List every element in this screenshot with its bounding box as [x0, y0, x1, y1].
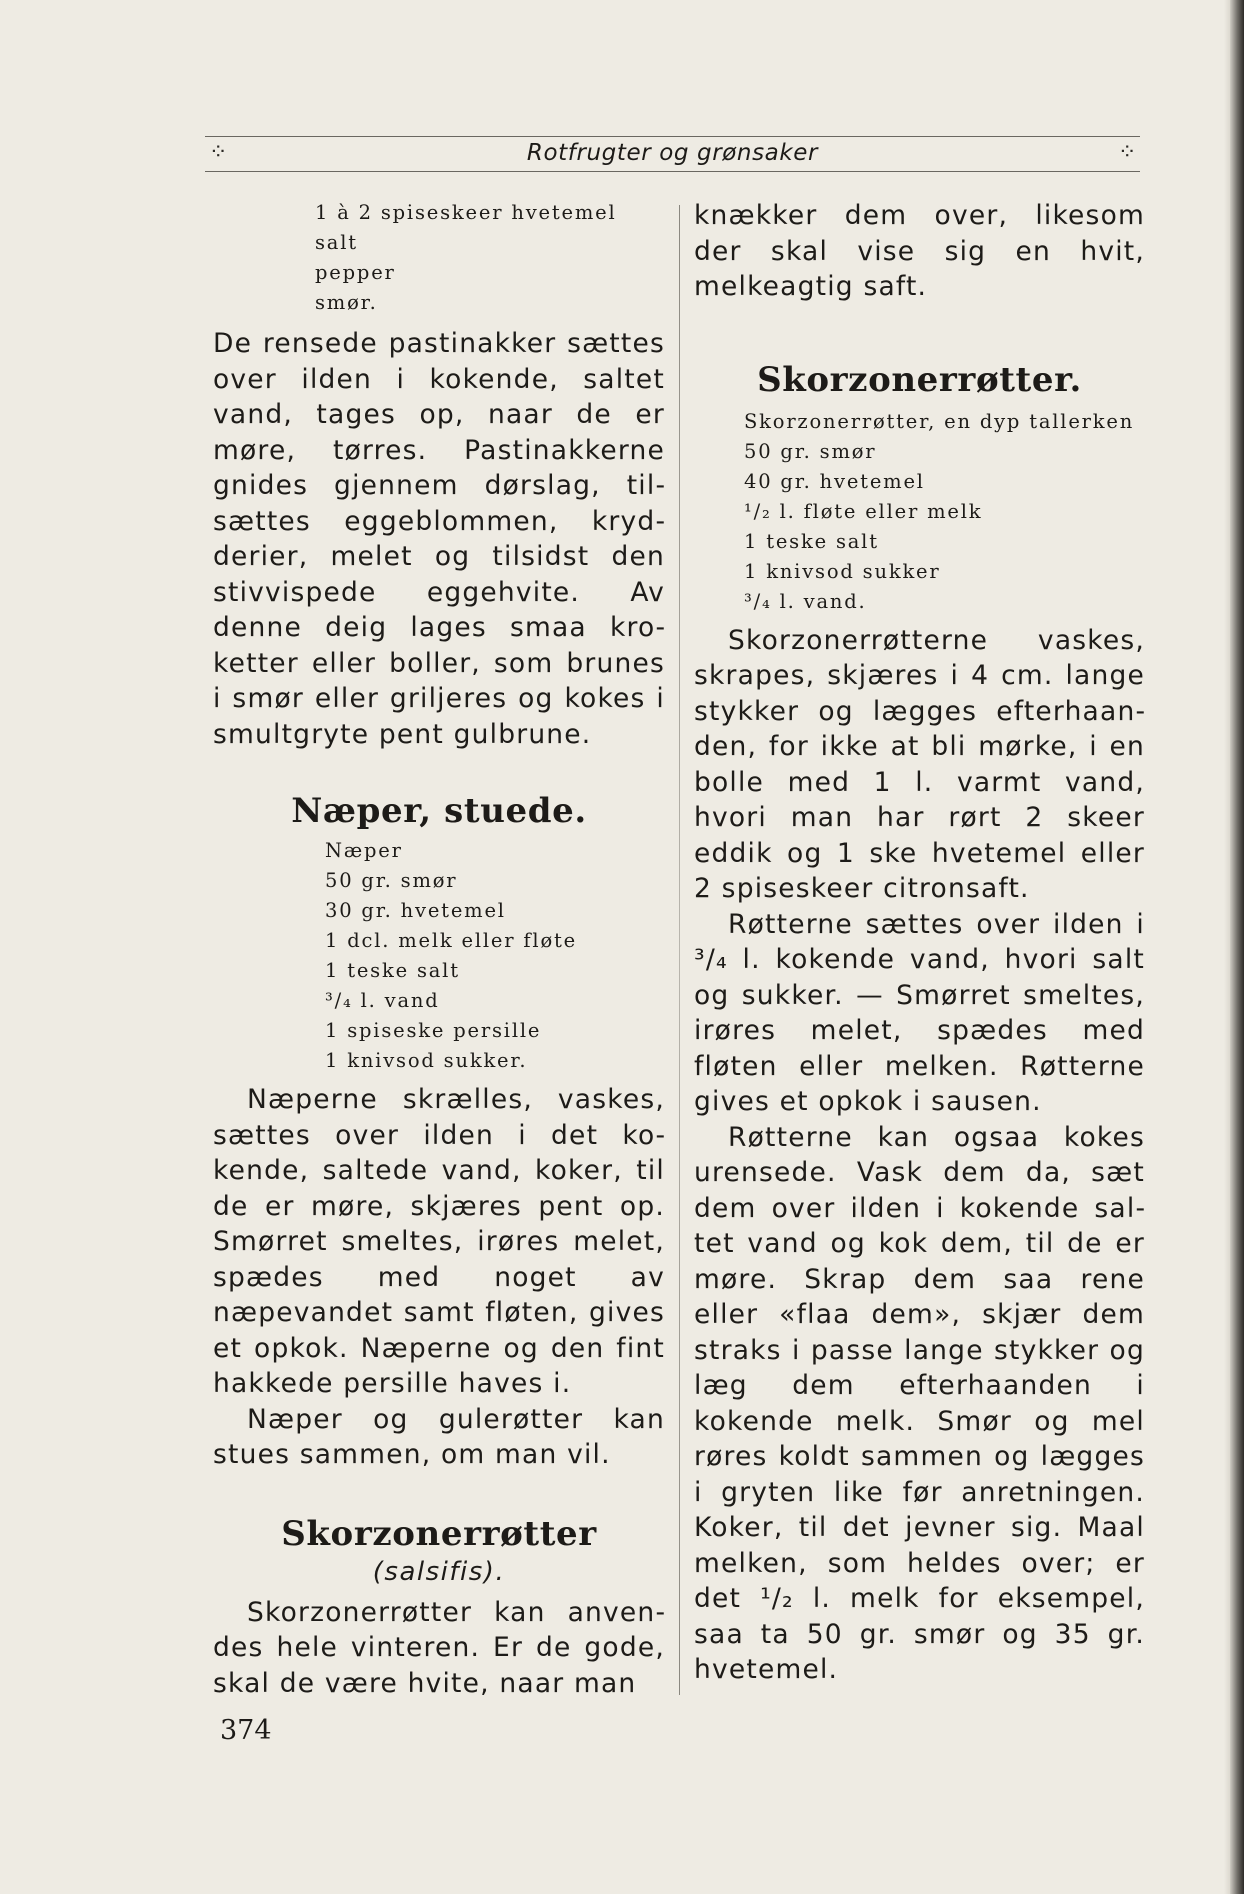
naeper-heading: Næper, stuede. — [291, 791, 587, 831]
header-ornament-left-icon: ⁘ — [209, 140, 228, 165]
ingredient-item: 1 knivsod sukker — [744, 559, 941, 583]
header-rule-top — [205, 136, 1140, 137]
ingredient-item: 1 knivsod sukker. — [325, 1049, 528, 1072]
skorzonerrotter-alternative: Røtterne kan ogsaa kokes urensede. Vask dem da, sæt dem over ilden i kokende saltet vand og kok dem, til de er møre. Skrap dem saa rene eller «flaa dem», skjær dem straks i passe lange stykker og læg dem efterhaanden i kokende melk. Smør og mel røres koldt sammen og lægges i gryten like før anretningen. Koker, til det jevner sig. Maal melken, som heldes over; er det ¹/₂ l. melk for eksempel, saa ta 50 gr. smør og 35 gr. hvetemel. — [694, 1121, 1145, 1685]
ingredient-item: ³/₄ l. vand. — [744, 589, 867, 613]
pastinak-instructions: De rensede pastinakker sættes over ilden i kokende, saltet vand, tages op, naar de er møre, tørres. Pastinakkerne gnides gjennem dørslag, tilsættes eggeblommen, krydderier, melet og tilsidst den stivvispede eggehvite. Av denne deig lages smaa kroketter eller boller, som brunes i smør eller griljeres og kokes i smultgryte pent gulbrune. — [213, 328, 665, 750]
skorzonerrotter-heading: Skorzonerrøtter — [281, 1513, 597, 1554]
column-divider — [679, 205, 680, 1695]
book-page-edge — [1230, 0, 1244, 1894]
header-rule-bottom — [205, 171, 1140, 172]
ingredient-item: pepper — [315, 261, 396, 284]
ingredient-item: salt — [315, 231, 358, 254]
ingredient-item: 1 teske salt — [744, 529, 879, 553]
naeper-note: Næper og gulerøtter kan stues sammen, om man vil. — [213, 1403, 665, 1470]
ingredient-item: 50 gr. smør — [744, 439, 877, 463]
ingredient-item: 1 teske salt — [325, 959, 460, 982]
ingredient-item: 50 gr. smør — [325, 869, 458, 892]
skorzonerrotter-intro-continued: knækker dem over, likesom der skal vise sig en hvit, melkeagtig saft. — [694, 200, 1145, 302]
ingredient-item: Næper — [325, 839, 403, 862]
left-column — [213, 198, 665, 1701]
ingredient-item: 1 spiseske persille — [325, 1019, 542, 1042]
skorzonerrotter-recipe-heading: Skorzonerrøtter. — [757, 359, 1082, 400]
ingredient-item: smør. — [315, 291, 378, 314]
ingredient-list-naeper — [213, 836, 665, 1076]
skorzonerrotter-preparation: Skorzonerrøtterne vaskes, skrapes, skjæres i 4 cm. lange stykker og lægges efterhaanden, for ikke at bli mørke, i en bolle med 1 l. varmt vand, hvori man har rørt 2 skeer eddik og 1 ske hvetemel eller 2 spiseskeer citronsaft. — [694, 624, 1145, 904]
skorzonerrotter-cooking: Røtterne sættes over ilden i ³/₄ l. kokende vand, hvori salt og sukker. — Smørret smeltes, irøres melet, spædes med fløten eller melken. Røtterne gives et opkok i sausen. — [694, 908, 1145, 1117]
ingredient-item: ¹/₂ l. fløte eller melk — [744, 499, 983, 523]
skorzonerrotter-subheading: (salsifis). — [372, 1556, 506, 1587]
page-number: 374 — [220, 1715, 272, 1746]
ingredient-item: 30 gr. hvetemel — [325, 899, 506, 922]
header-ornament-right-icon: ⁘ — [1118, 140, 1137, 165]
ingredient-item: 1 dcl. melk eller fløte — [325, 929, 577, 952]
ingredient-item: Skorzonerrøtter, en dyp tallerken — [744, 409, 1135, 433]
ingredient-item: ³/₄ l. vand — [325, 989, 440, 1012]
ingredient-item: 40 gr. hvetemel — [744, 469, 925, 493]
ingredient-list-pastinak — [213, 198, 665, 318]
ingredient-item: 1 à 2 spiseskeer hvetemel — [315, 201, 617, 224]
running-title: Rotfrugter og grønsaker — [526, 140, 819, 166]
naeper-instructions: Næperne skrælles, vaskes, sættes over ilden i det kokende, saltede vand, koker, til de er møre, skjæres pent op. Smørret smeltes, irøres melet, spædes med noget av næpevandet samt fløten, gives et opkok. Næperne og den fint hakkede persille haves i. — [213, 1084, 665, 1399]
right-column — [694, 198, 1145, 1688]
ingredient-list-skorzonerrotter — [694, 407, 1145, 617]
skorzonerrotter-intro: Skorzonerrøtter kan anvendes hele vinteren. Er de gode, skal de være hvite, naar man — [213, 1596, 665, 1699]
